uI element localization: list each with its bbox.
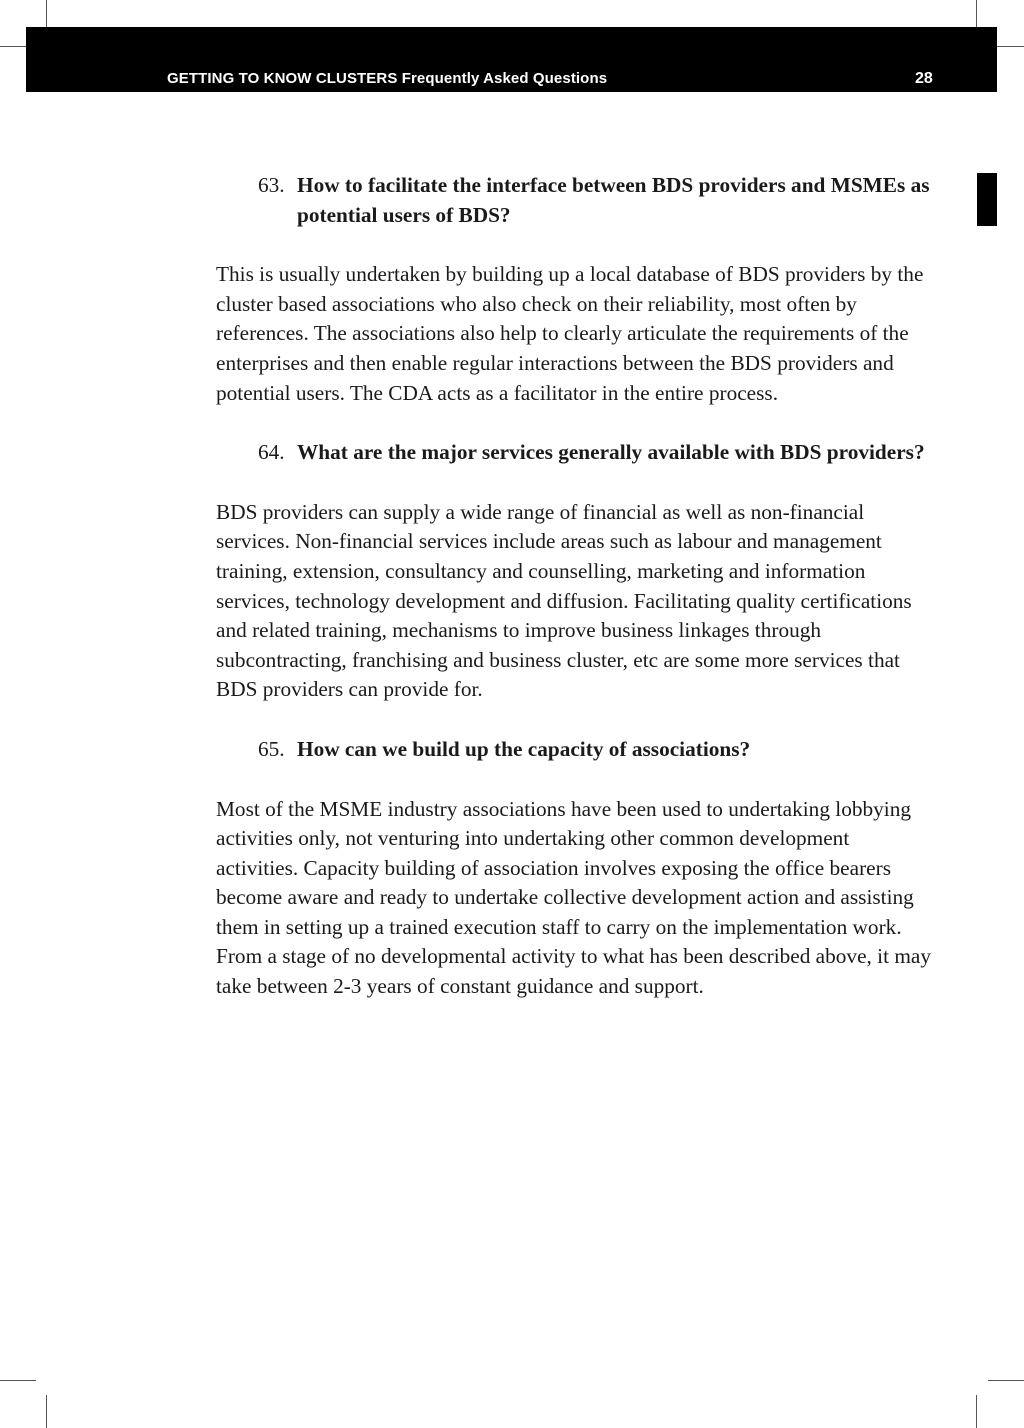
question-63 [258,171,936,230]
crop-mark [988,1380,1024,1381]
answer-63: This is usually undertaken by building up a local database of BDS providers by the cluster based associations who also check on their reliability, most often by references. The associations also help to clearly articulate the requirements of the enterprises and then enable regular interactions between the BDS providers and potential users. The CDA acts as a facilitator in the entire process. [216,262,924,405]
question-number: 63. [258,173,285,197]
question-number: 65. [258,736,285,761]
answer-65: Most of the MSME industry associations have been used to undertaking lobbying activities only, not venturing into undertaking other common development activities. Capacity building of association involves exposing the office bearers become aware and ready to undertake collective development action and assisting them in setting up a trained execution staff to carry on the implementation work. From a stage of no developmental activity to what has been described above, it may take between 2-3 years of constant guidance and support. [216,796,932,999]
question-text: How can we build up the capacity of associations? [297,736,751,761]
faq-content [216,171,936,1032]
crop-mark [46,1395,47,1428]
crop-mark [976,1395,977,1428]
crop-mark [0,1380,36,1381]
answer-64: BDS providers can supply a wide range of financial as well as non-financial services. Non-financial services include areas such as labour and management training, extension, consultancy and counselling, marketing and information services, technology development and diffusion. Facilitating quality certifications and related training, mechanisms to improve business linkages through subcontracting, franchising and business cluster, etc are some more services that BDS providers can provide for. [216,499,912,702]
page-number: 28 [915,70,933,87]
question-text: What are the major services generally available with BDS providers? [297,440,925,465]
header-title: GETTING TO KNOW CLUSTERS Frequently Asked Questions [167,70,608,87]
question-number: 64. [258,440,285,465]
section-thumb-tab [977,173,997,226]
question-64 [258,438,936,468]
question-65 [258,735,936,765]
question-text: How to facilitate the interface between BDS providers and MSMEs as potential users of BDS? [297,173,930,227]
